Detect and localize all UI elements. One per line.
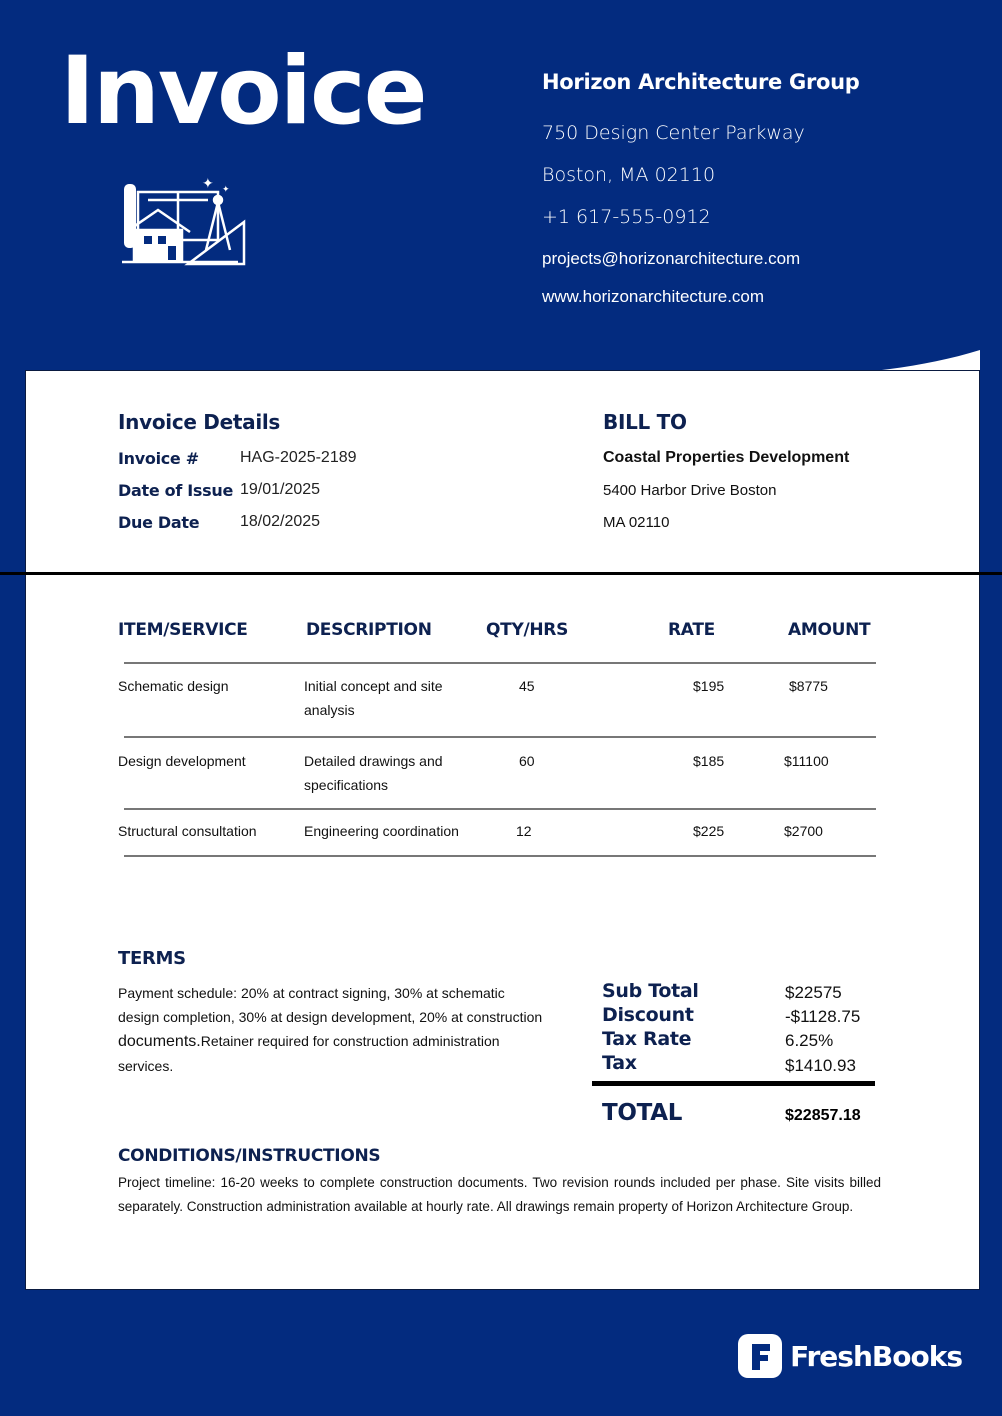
row3-rate: $225 — [693, 823, 725, 839]
row3-description: Engineering coordination — [304, 823, 459, 839]
row2-amount: $11100 — [784, 753, 829, 769]
tax-label: Tax — [602, 1052, 637, 1074]
company-phone: +1 617-555-0912 — [542, 206, 711, 228]
row1-amount: $8775 — [789, 678, 828, 694]
section-divider — [0, 572, 1002, 575]
issue-date: 19/01/2025 — [240, 481, 321, 498]
invoice-title: Invoice — [60, 37, 426, 146]
terms-text — [118, 981, 548, 1078]
terms-text-part2: Retainer required for construction administration services. — [118, 1033, 500, 1074]
row2-rate: $185 — [693, 753, 725, 769]
invoice-number-label: Invoice # — [118, 449, 199, 468]
subtotal-label: Sub Total — [602, 980, 699, 1002]
svg-text:✦: ✦ — [202, 176, 214, 192]
company-info — [542, 70, 860, 306]
table-rule — [124, 736, 876, 738]
col-header-description: DESCRIPTION — [306, 620, 432, 640]
tax-rate-label: Tax Rate — [602, 1028, 692, 1050]
row2-qty: 60 — [519, 753, 535, 769]
col-header-rate: RATE — [668, 620, 715, 640]
company-email[interactable]: projects@horizonarchitecture.com — [542, 249, 801, 268]
terms-heading: TERMS — [118, 948, 186, 969]
discount-value: -$1128.75 — [785, 1007, 861, 1026]
invoice-number: HAG-2025-2189 — [240, 449, 357, 466]
row1-qty: 45 — [519, 678, 535, 694]
issue-date-label: Date of Issue — [118, 481, 234, 500]
architecture-house-blueprint-icon — [118, 172, 250, 270]
terms-text-part1: Payment schedule: 20% at contract signing, 30% at schematic design completion, 30% at design development, 20% at construction — [118, 985, 543, 1025]
bill-to-name: Coastal Properties Development — [603, 449, 850, 466]
col-header-amount: AMOUNT — [788, 620, 871, 640]
company-address: 750 Design Center Parkway — [542, 122, 805, 144]
table-rule — [124, 855, 876, 857]
due-date: 18/02/2025 — [240, 513, 321, 530]
total-label: TOTAL — [602, 1100, 683, 1126]
invoice-details-heading: Invoice Details — [118, 410, 281, 434]
row2-item: Design development — [118, 753, 246, 769]
freshbooks-name: FreshBooks — [790, 1339, 962, 1373]
conditions-text: Project timeline: 16-20 weeks to complete construction documents. Two revision rounds included per phase. Site visits billed separately. Construction administration available at hourly rate. All drawings remain property of Horizon Architecture Group. — [118, 1175, 881, 1214]
table-rule — [124, 662, 876, 664]
bill-to-address2: MA 02110 — [603, 514, 670, 531]
terms-text-word: documents. — [118, 1033, 201, 1050]
freshbooks-logo-icon — [738, 1334, 782, 1378]
conditions-heading: CONDITIONS/INSTRUCTIONS — [118, 1146, 381, 1166]
col-header-item: ITEM/SERVICE — [118, 620, 248, 640]
table-rule — [124, 808, 876, 810]
col-header-qty: QTY/HRS — [486, 620, 569, 640]
row1-item: Schematic design — [118, 678, 229, 694]
bill-to-heading: BILL TO — [603, 410, 687, 434]
row1-description: Initial concept and site analysis — [304, 678, 443, 718]
company-city: Boston, MA 02110 — [542, 164, 716, 186]
svg-text:✦: ✦ — [222, 185, 230, 195]
company-website[interactable]: www.horizonarchitecture.com — [542, 287, 765, 306]
total-rule — [592, 1081, 875, 1086]
row2-description: Detailed drawings and specifications — [304, 753, 443, 793]
tax-rate-value: 6.25% — [785, 1031, 834, 1050]
discount-label: Discount — [602, 1004, 694, 1026]
row1-rate: $195 — [693, 678, 725, 694]
company-name: Horizon Architecture Group — [542, 70, 860, 94]
row3-item: Structural consultation — [118, 823, 257, 839]
freshbooks-brand[interactable] — [738, 1334, 962, 1378]
tax-value: $1410.93 — [785, 1056, 856, 1075]
total-value: $22857.18 — [785, 1107, 861, 1124]
subtotal-value: $22575 — [785, 983, 842, 1002]
bill-to-address1: 5400 Harbor Drive Boston — [603, 482, 777, 499]
row3-qty: 12 — [516, 823, 532, 839]
row3-amount: $2700 — [784, 823, 823, 839]
due-date-label: Due Date — [118, 513, 200, 532]
